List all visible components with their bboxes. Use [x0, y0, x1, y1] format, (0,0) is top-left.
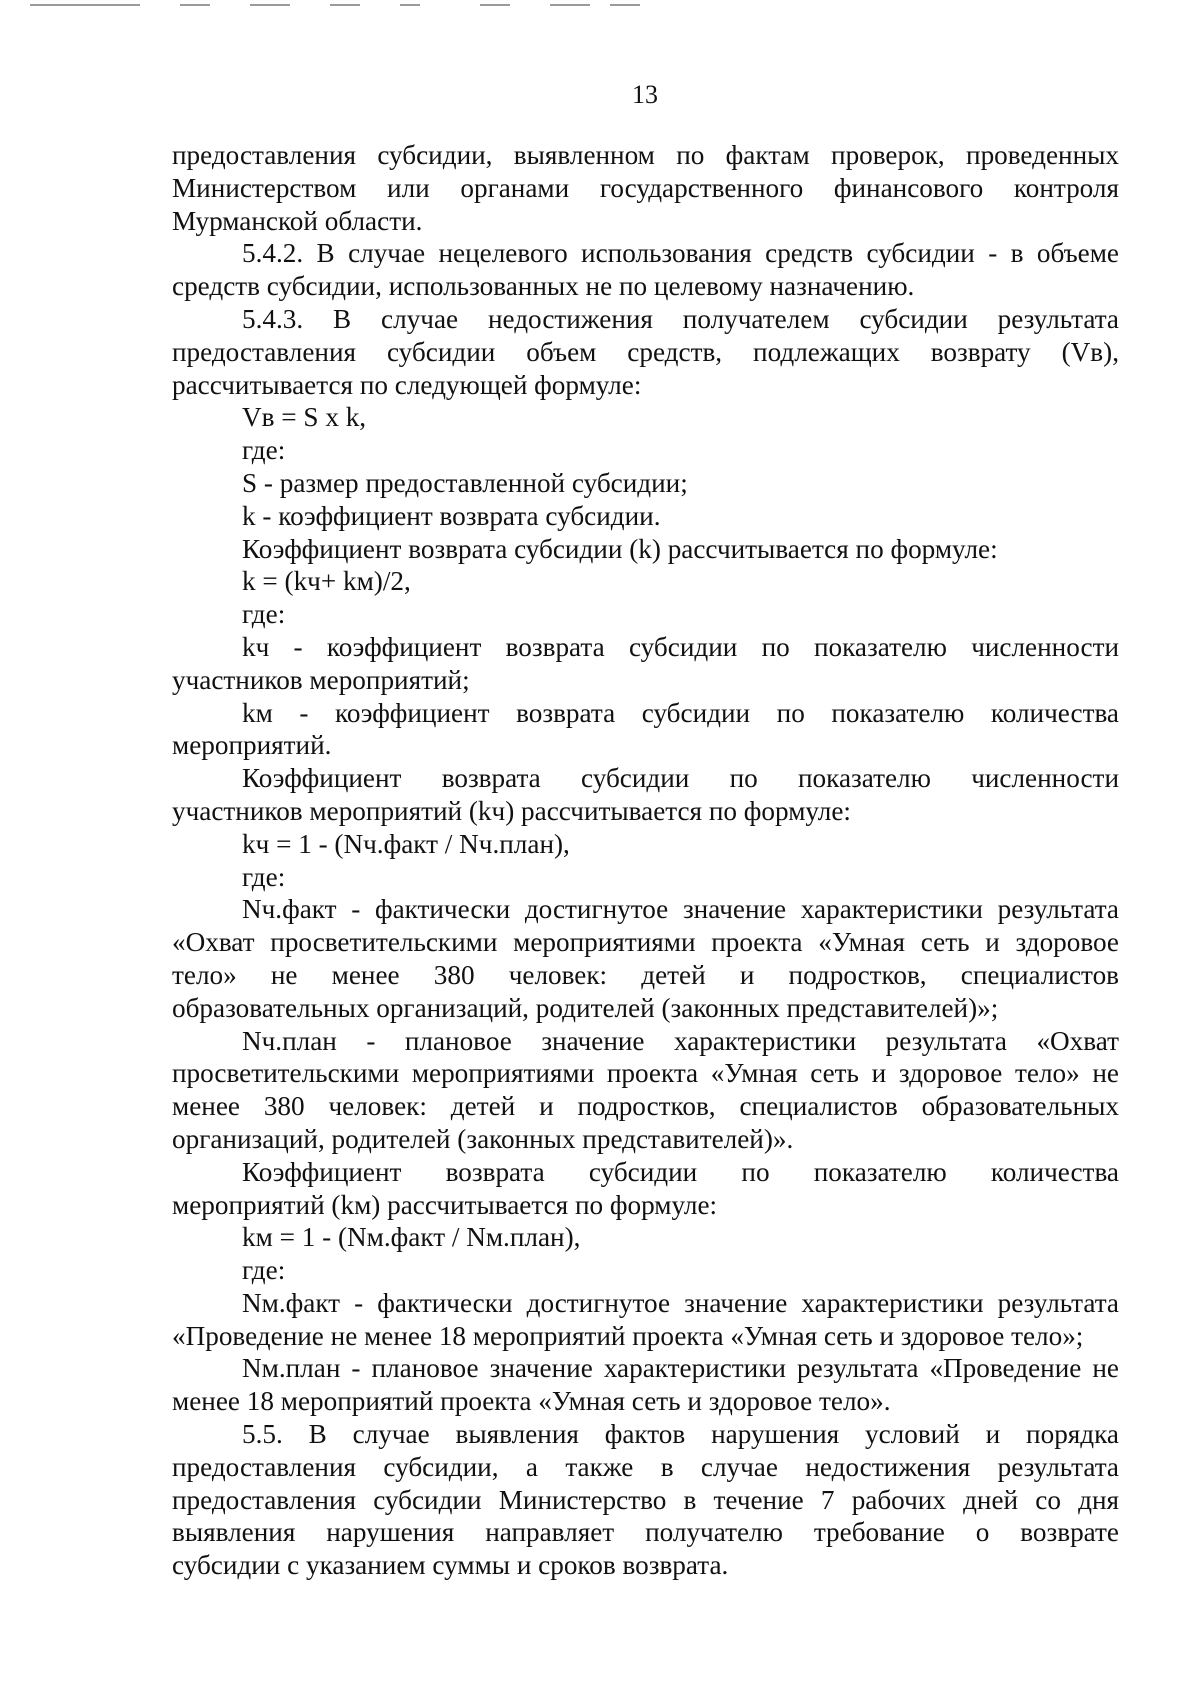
text-line: предоставления субсидии объем средств, подлежащих возврату (Vв),	[172, 336, 1119, 367]
text-line: где:	[242, 861, 286, 892]
text-line: предоставления субсидии, выявленном по фактам проверок, проведенных	[172, 140, 1119, 170]
text-line: «Охват просветительскими мероприятиями проекта «Умная сеть и здоровое	[172, 927, 1119, 958]
formula-line: k = (kч+ kм)/2,	[242, 566, 411, 597]
text-line: S - размер предоставленной субсидии;	[242, 467, 688, 498]
text-line: k - коэффициент возврата субсидии.	[242, 500, 661, 531]
text-line: предоставления субсидии, а также в случае недостижения результата	[172, 1451, 1119, 1482]
text-line: где:	[242, 435, 286, 466]
text-line: тело» не менее 380 человек: детей и подростков, специалистов	[172, 959, 1119, 990]
text-line: участников мероприятий (kч) рассчитывается по формуле:	[172, 795, 851, 826]
text-line: Министерством или органами государственного финансового контроля	[172, 172, 1119, 203]
text-line: предоставления субсидии Министерство в течение 7 рабочих дней со дня	[172, 1484, 1119, 1515]
text-line: где:	[242, 599, 286, 630]
text-line: образовательных организаций, родителей (законных представителей)»;	[172, 992, 999, 1023]
text-line: менее 380 человек: детей и подростков, специалистов образовательных	[172, 1091, 1119, 1122]
text-line: Nч.факт - фактически достигнутое значение характеристики результата	[242, 894, 1119, 925]
text-line: где:	[242, 1255, 286, 1286]
text-line: рассчитывается по следующей формуле:	[172, 369, 642, 400]
text-line: Коэффициент возврата субсидии (k) рассчитывается по формуле:	[242, 533, 998, 564]
formula-line: kч = 1 - (Nч.факт / Nч.план),	[242, 828, 570, 859]
text-line: 5.4.3. В случае недостижения получателем субсидии результата	[242, 303, 1119, 334]
text-line: выявления нарушения направляет получателю требование о возврате	[172, 1517, 1119, 1548]
text-line: Мурманской области.	[172, 205, 423, 236]
text-line: «Проведение не менее 18 мероприятий проекта «Умная сеть и здоровое тело»;	[172, 1320, 1084, 1351]
formula-line: kм = 1 - (Nм.факт / Nм.план),	[242, 1222, 581, 1253]
text-line: просветительскими мероприятиями проекта «Умная сеть и здоровое тело» не	[172, 1058, 1119, 1089]
text-line: Коэффициент возврата субсидии по показателю количества	[242, 1156, 1119, 1187]
text-line: субсидии с указанием суммы и сроков возврата.	[172, 1550, 729, 1581]
text-line: kч - коэффициент возврата субсидии по показателю численности	[242, 631, 1119, 662]
text-line: мероприятий.	[172, 730, 332, 761]
text-line: Nм.план - плановое значение характеристики результата «Проведение не	[242, 1353, 1119, 1384]
text-line: участников мероприятий;	[172, 664, 470, 695]
document-body	[172, 139, 1119, 1582]
text-line: средств субсидии, использованных не по целевому назначению.	[172, 271, 915, 302]
text-line: менее 18 мероприятий проекта «Умная сеть и здоровое тело».	[172, 1386, 891, 1417]
text-line: мероприятий (kм) рассчитывается по формуле:	[172, 1189, 718, 1220]
text-line: 5.5. В случае выявления фактов нарушения условий и порядка	[242, 1419, 1119, 1450]
text-line: Nм.факт - фактически достигнутое значение характеристики результата	[242, 1287, 1119, 1318]
text-line: организаций, родителей (законных представителей)».	[172, 1123, 794, 1154]
scan-artifact-marks	[30, 2, 670, 8]
text-line: 5.4.2. В случае нецелевого использования средств субсидии - в объеме	[242, 238, 1119, 269]
page-number: 13	[632, 80, 658, 109]
text-line: Коэффициент возврата субсидии по показателю численности	[242, 763, 1119, 794]
text-line: kм - коэффициент возврата субсидии по показателю количества	[242, 697, 1119, 728]
text-line: Nч.план - плановое значение характеристики результата «Охват	[242, 1025, 1119, 1056]
formula-line: Vв = S x k,	[242, 402, 367, 433]
